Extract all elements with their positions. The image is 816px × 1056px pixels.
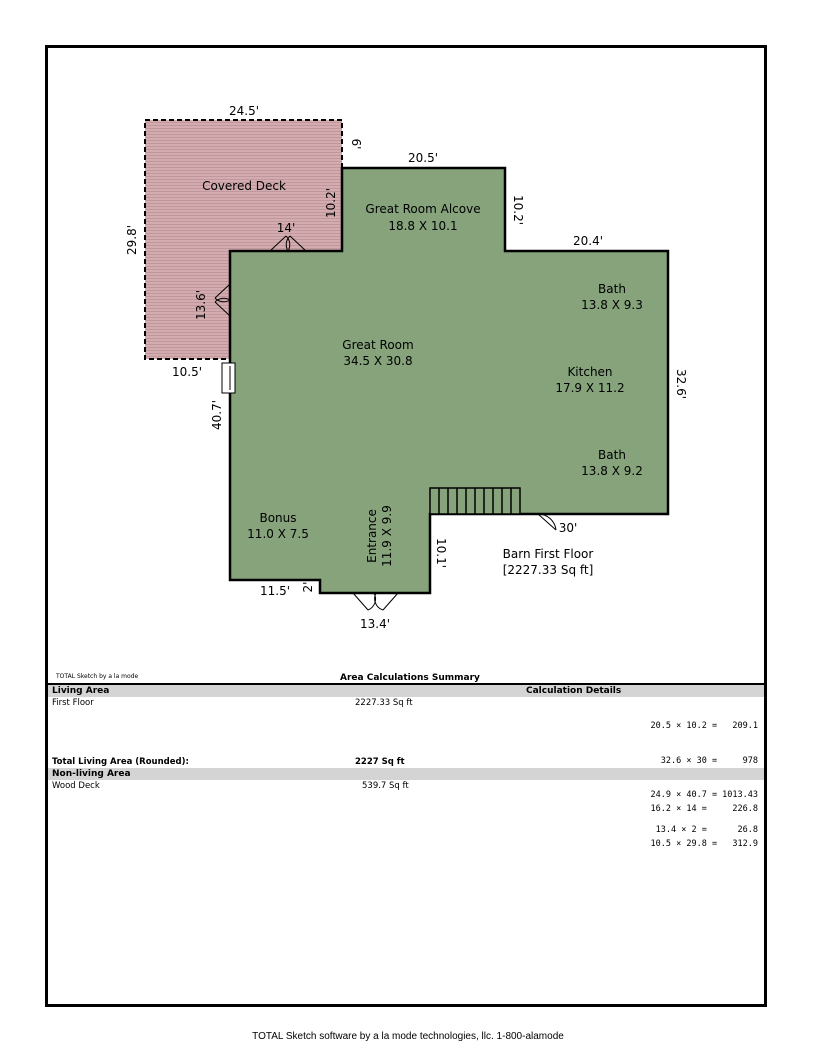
entrance-dims: 11.9 X 9.9 [380, 505, 394, 567]
kitchen-name: Kitchen [567, 365, 613, 379]
area-table [48, 685, 764, 849]
dim-alcove-top: 20.5' [407, 151, 439, 165]
total-value: 2227 Sq ft [355, 757, 405, 767]
wood-deck-calcs [651, 781, 758, 873]
entrance-double-door [353, 593, 398, 610]
dim-right-top: 20.4' [572, 234, 604, 248]
floor-plan [48, 48, 764, 668]
bath-upper-name: Bath [598, 282, 626, 296]
side-window [222, 363, 235, 393]
stairs [430, 488, 520, 514]
dim-right-side: 32.6' [674, 368, 688, 400]
total-row [48, 757, 764, 768]
floor-area: [2227.33 Sq ft] [502, 563, 594, 577]
dim-deck-left: 29.8' [125, 224, 139, 256]
dim-bottom-left: 11.5' [259, 584, 291, 598]
dim-deck-bottom-inner: 14' [276, 221, 296, 235]
first-floor-label: First Floor [52, 698, 94, 708]
bath-upper-dims: 13.8 X 9.3 [581, 298, 643, 312]
calc-line: 20.5 × 10.2 = 209.1 [650, 721, 758, 731]
calc-line: 13.4 × 2 = 26.8 [655, 824, 758, 835]
calc-line: 16.2 × 14 = 226.8 [650, 804, 758, 814]
bath-lower-name: Bath [598, 448, 626, 462]
dim-entrance-right: 10.1' [434, 537, 448, 569]
calc-line: 10.5 × 29.8 = 312.9 [650, 838, 758, 849]
rear-door [538, 514, 556, 530]
bonus-dims: 11.0 X 7.5 [247, 527, 309, 541]
floor-label: Barn First Floor [502, 547, 594, 561]
brand-small: TOTAL Sketch by a la mode [56, 673, 139, 680]
nonliving-area-band [48, 768, 764, 780]
great-room-alcove-name: Great Room Alcove [365, 202, 481, 216]
dim-left-side: 40.7' [210, 399, 224, 431]
calc-line: 32.6 × 30 = 978 [660, 755, 758, 766]
wood-deck-label: Wood Deck [52, 781, 100, 791]
entrance-name: Entrance [365, 509, 379, 563]
dim-bonus-step: 2' [301, 581, 315, 593]
great-room-alcove-dims: 18.8 X 10.1 [388, 219, 458, 233]
calc-line: 24.9 × 40.7 = 1013.43 [650, 790, 758, 800]
dim-deck-inner-right: 10.2' [324, 187, 338, 219]
dim-deck-top: 24.5' [228, 104, 260, 118]
footer-credit: TOTAL Sketch software by a la mode technologies, llc. 1-800-alamode [252, 1031, 564, 1042]
bonus-name: Bonus [259, 511, 297, 525]
calc-details-header: Calculation Details [526, 686, 622, 696]
dim-deck-right-small: 6' [349, 138, 363, 150]
dim-deck-door-side: 13.6' [194, 289, 208, 321]
covered-deck-label: Covered Deck [202, 179, 286, 193]
dim-bottom-right: 30' [558, 521, 578, 535]
living-area-band [48, 685, 764, 697]
great-room-name: Great Room [342, 338, 414, 352]
total-label: Total Living Area (Rounded): [52, 757, 189, 767]
kitchen-dims: 17.9 X 11.2 [555, 381, 625, 395]
dim-alcove-right: 10.2' [511, 194, 525, 226]
sketch-frame [45, 45, 767, 1007]
dim-entrance-bottom: 13.4' [359, 617, 391, 631]
dim-deck-bottom: 10.5' [171, 365, 203, 379]
wood-deck-value: 539.7 Sq ft [362, 781, 409, 791]
first-floor-value: 2227.33 Sq ft [355, 698, 413, 708]
summary-title: Area Calculations Summary [340, 673, 480, 683]
living-area-header: Living Area [52, 686, 110, 696]
nonliving-header: Non-living Area [52, 769, 131, 779]
bath-lower-dims: 13.8 X 9.2 [581, 464, 643, 478]
great-room-dims: 34.5 X 30.8 [343, 354, 413, 368]
